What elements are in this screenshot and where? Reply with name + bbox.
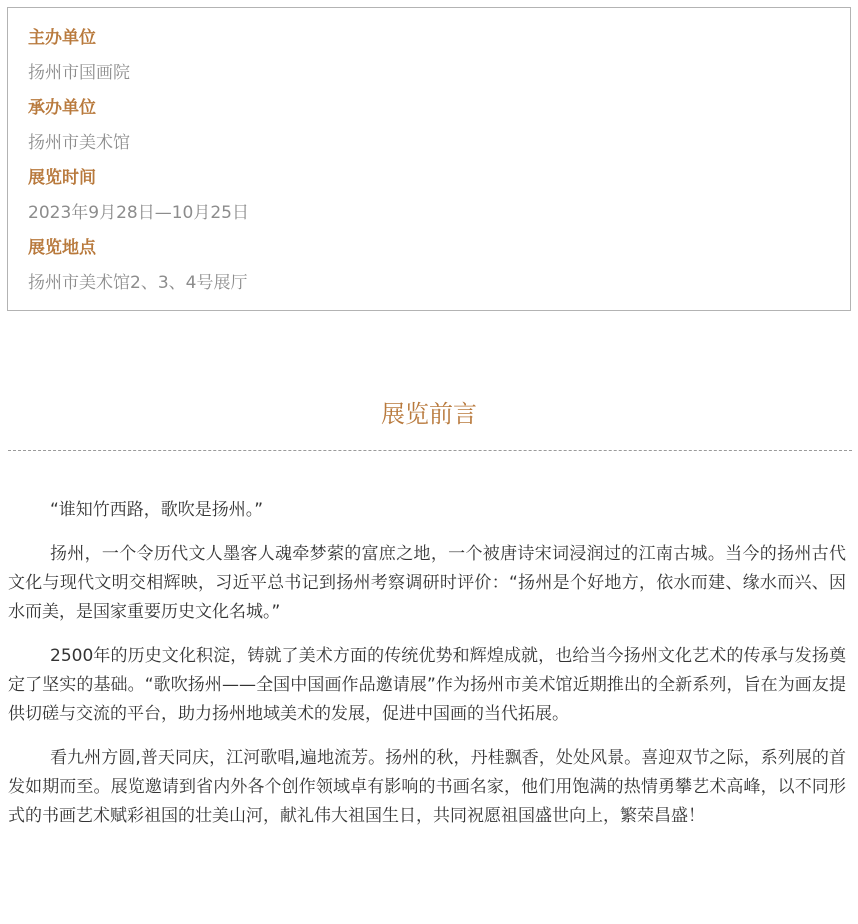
exhibition-venue-label: 展览地点: [28, 238, 96, 258]
exhibition-time-value: 2023年9月28日—10月25日: [28, 203, 249, 223]
exhibition-info-box: [7, 7, 851, 311]
preface-paragraph: 看九州方圆,普天同庆，江河歌唱,遍地流芳。扬州的秋，丹桂飘香，处处风景。喜迎双节之际，系列展的首发如期而至。展览邀请到省内外各个创作领域卓有影响的书画名家，他们用饱满的热情勇攀艺术高峰，以不同形式的书画艺术赋彩祖国的壮美山河，献礼伟大祖国生日，共同祝愿祖国盛世向上，繁荣昌盛！: [8, 748, 846, 826]
organizer-label: 主办单位: [28, 28, 96, 48]
preface-paragraph: 扬州，一个令历代文人墨客人魂牵梦萦的富庶之地，一个被唐诗宋词浸润过的江南古城。当今的扬州古代文化与现代文明交相辉映，习近平总书记到扬州考察调研时评价：“扬州是个好地方，依水而建、缘水而兴、因水而美，是国家重要历史文化名城。”: [8, 544, 846, 622]
exhibition-info-list: [28, 26, 249, 306]
preface-paragraph: 2500年的历史文化积淀，铸就了美术方面的传统优势和辉煌成就，也给当今扬州文化艺术的传承与发扬奠定了坚实的基础。“歌吹扬州——全国中国画作品邀请展”作为扬州市美术馆近期推出的全新系列，旨在为画友提供切磋与交流的平台，助力扬州地域美术的发展，促进中国画的当代拓展。: [8, 646, 846, 724]
organizer-value: 扬州市国画院: [28, 63, 130, 83]
co-organizer-value: 扬州市美术馆: [28, 133, 130, 153]
preface-body: [8, 496, 846, 846]
co-organizer-label: 承办单位: [28, 98, 96, 118]
exhibition-venue-value: 扬州市美术馆2、3、4号展厅: [28, 273, 248, 293]
preface-title: 展览前言: [381, 400, 477, 428]
preface-paragraph: “谁知竹西路，歌吹是扬州。”: [50, 500, 264, 520]
section-divider: [8, 450, 852, 451]
exhibition-time-label: 展览时间: [28, 168, 96, 188]
